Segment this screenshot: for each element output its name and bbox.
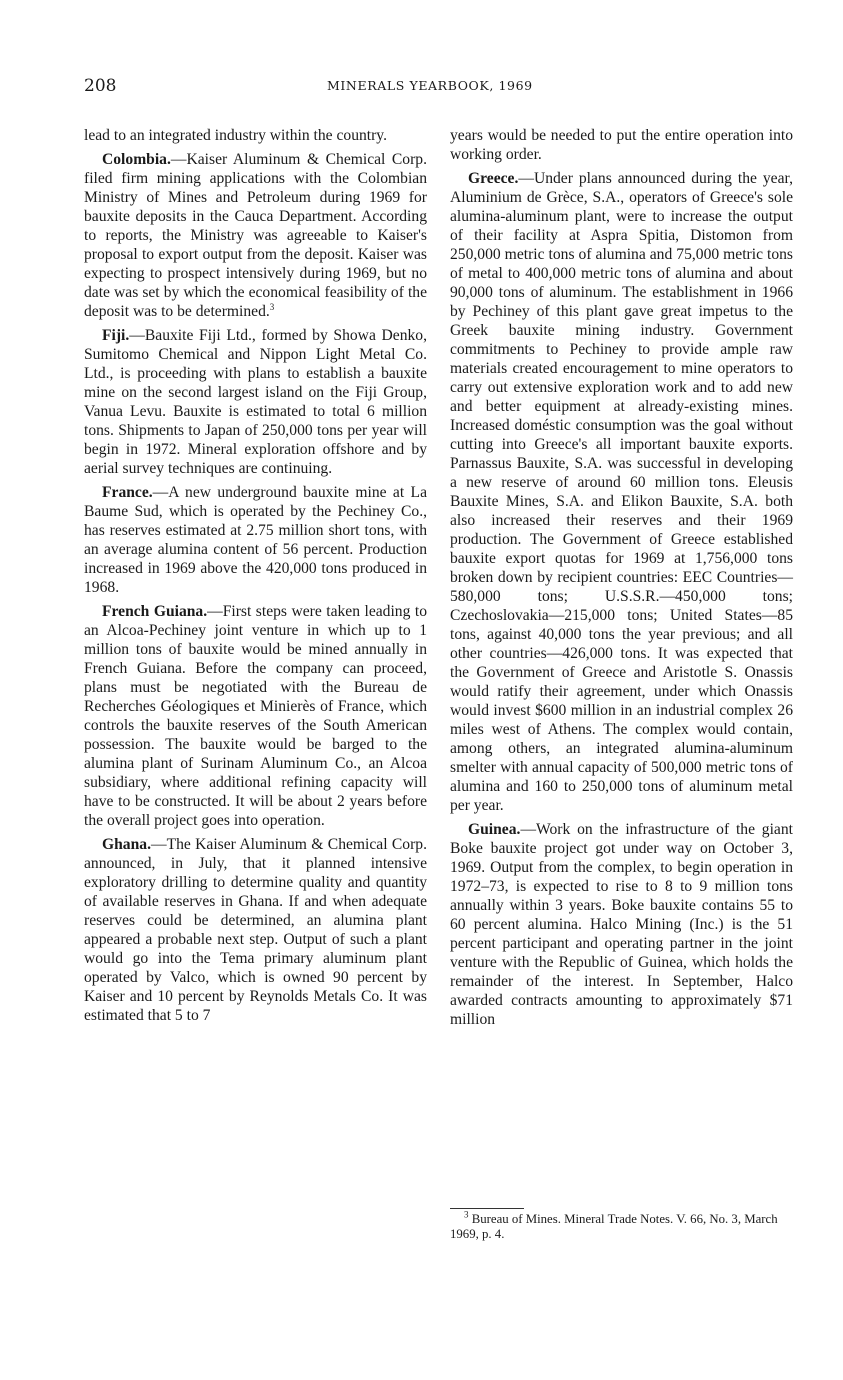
left-continuation-paragraph: lead to an integrated industry within the country. [84,127,387,144]
running-head: MINERALS YEARBOOK, 1969 [327,78,533,93]
greece-paragraph [450,169,793,815]
french-guiana-heading: French Guiana. [102,603,208,620]
right-column [450,126,793,1034]
french-guiana-text: —First steps were taken leading to an Alcoa-Pechiney joint venture in which up to 1 million tons of bauxite would be mined annually in French Guiana. Before the company can proceed, plans must be negotiated with the Bureau de Recherches Géologiques et Minierès of France, which controls the bauxite reserves of the South American possession. The bauxite would be barged to the alumina plant of Surinam Aluminum Co., an Alcoa subsidiary, where additional refining capacity will have to be constructed. It will be about 2 years before the overall project goes into operation. [84,603,427,829]
ghana-paragraph [84,835,427,1025]
fiji-text: —Bauxite Fiji Ltd., formed by Showa Denko, Sumitomo Chemical and Nippon Light Metal Co. Ltd., is proceeding with plans to establish a bauxite mine on the second largest island on the Fiji Group, Vanua Levu. Bauxite is estimated to total 6 million tons. Shipments to Japan of 250,000 tons per year will begin in 1972. Mineral exploration offshore and by aerial survey techniques are continuing. [84,327,427,477]
france-text: —A new underground bauxite mine at La Baume Sud, which is operated by the Pechiney Co., has reserves estimated at 2.75 million short tons, with an average alumina content of 56 percent. Production increased in 1969 above the 420,000 tons produced in 1968. [84,484,427,596]
fiji-heading: Fiji. [102,327,130,344]
guinea-text: —Work on the infrastructure of the giant Boke bauxite project got under way on October 3, 1969. Output from the complex, to begin operation in 1972–73, is expected to rise to 8 to 9 million tons annually within 3 years. Boke bauxite contains 55 to 60 percent alumina. Halco Mining (Inc.) is the 51 percent participant and operating partner in the joint venture with the Republic of Guinea, which holds the remainder of the interest. In September, Halco awarded contracts amounting to approximately $71 million [450,821,793,1028]
greece-text: —Under plans announced during the year, Aluminium de Grèce, S.A., operators of Greece's sole alumina-aluminum plant, were to increase the output of their facility at Aspra Spitia, Distomon from 250,000 metric tons of alumina and 75,000 metric tons of metal to 400,000 metric tons of alumina and about 90,000 tons of aluminum. The establishment in 1966 by Pechiney of this plant gave great impetus to the Greek bauxite mining industry. Government commitments to Pechiney to provide ample raw materials created encouragement to mine operators to carry out extensive exploration work and to add new and better equipment at already-existing mines. Increased doméstic consumption was the goal without cutting into Greece's all important bauxite exports. Parnassus Bauxite, S.A. was successful in developing a new reserve of around 60 million tons. Eleusis Bauxite Mines, S.A. and Elikon Bauxite, S.A. both also increased their reserves and their 1969 production. The Government of Greece established bauxite export quotas for 1969 at 1,756,000 tons broken down by recipient countries: EEC Countries—580,000 tons; U.S.S.R.—450,000 tons; Czechoslovakia—215,000 tons; United States—85 tons, against 40,000 tons the year previous; and all other countries—426,000 tons. It was expected that the Government of Greece and Aristotle S. Onassis would ratify their agreement, under which Onassis would invest $600 million in an industrial complex 26 miles west of Athens. The complex would contain, among others, an integrated alumina-aluminum smelter with annual capacity of 500,000 metric tons of alumina and 160 to 250,000 tons of aluminum metal per year. [450,170,793,814]
footnote-divider [450,1208,524,1209]
greece-heading: Greece. [468,170,519,187]
footnote [450,1209,780,1242]
fiji-paragraph [84,326,427,478]
french-guiana-paragraph [84,602,427,830]
france-paragraph [84,483,427,597]
footnote-text: Bureau of Mines. Mineral Trade Notes. V. 66, No. 3, March 1969, p. 4. [450,1212,778,1241]
left-column [84,126,427,1030]
ghana-heading: Ghana. [102,836,151,853]
right-continuation-paragraph: years would be needed to put the entire operation into working order. [450,127,793,163]
colombia-paragraph [84,150,427,321]
page-number: 208 [84,76,117,96]
footnote-marker: 3 [464,1209,469,1220]
colombia-heading: Colombia. [102,151,171,168]
page-header [84,76,760,98]
ghana-text: —The Kaiser Aluminum & Chemical Corp. announced, in July, that it planned intensive exploratory drilling to determine quality and quantity of available reserves in Ghana. If and when adequate reserves could be determined, an alumina plant appeared a probable next step. Output of such a plant would go into the Tema primary aluminum plant operated by Valco, which is owned 90 percent by Kaiser and 10 percent by Reynolds Metals Co. It was estimated that 5 to 7 [84,836,427,1024]
guinea-heading: Guinea. [468,821,521,838]
colombia-text: —Kaiser Aluminum & Chemical Corp. filed firm mining applications with the Colombian Ministry of Mines and Petroleum during 1969 for bauxite deposits in the Cauca Department. According to reports, the Ministry was agreeable to Kaiser's proposal to export output from the deposit. Kaiser was expecting to prospect intensively during 1969, but no date was set by which the economical feasibility of the deposit was to be determined. [84,151,427,320]
footnote-reference: 3 [269,301,275,312]
guinea-paragraph [450,820,793,1029]
france-heading: France. [102,484,153,501]
